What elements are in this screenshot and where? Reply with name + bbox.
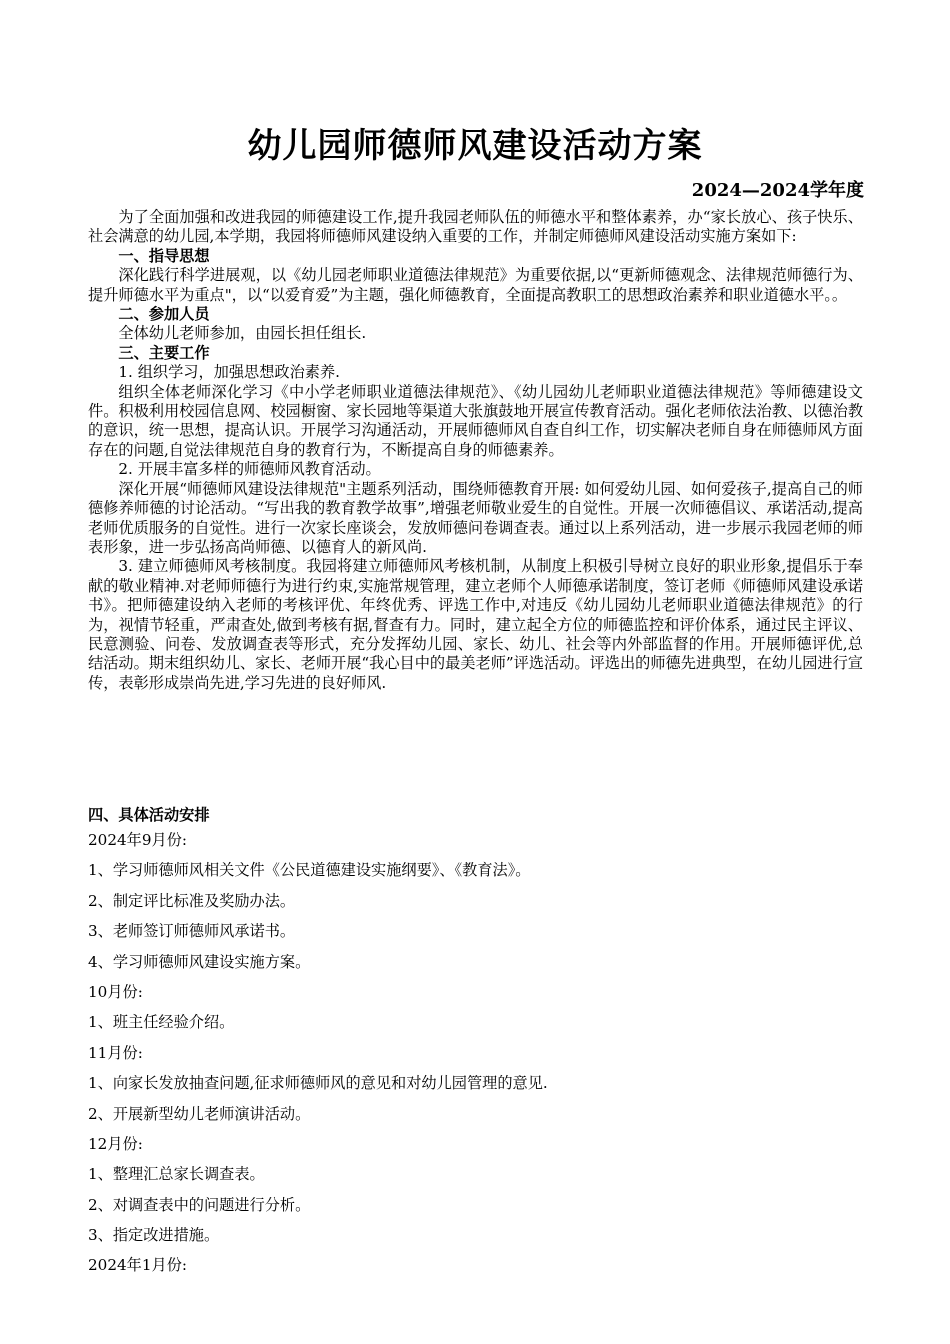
schedule-line: 4、学习师德师风建设实施方案。 [88,952,311,971]
intro-paragraph: 为了全面加强和改进我园的师德建设工作,提升我园老师队伍的师德水平和整体素养，办“家长放心、孩子快乐、社会满意的幼儿园,本学期，我园将师德师风建设纳入重要的工作，并制定师德师风建设活动实施方案如下: [88,208,863,246]
schedule-line: 2、开展新型幼儿老师演讲活动。 [88,1104,311,1123]
schedule-line: 1、整理汇总家长调查表。 [88,1165,265,1184]
schedule-line: 1、班主任经验介绍。 [88,1013,235,1032]
schedule-line: 1、学习师德师风相关文件《公民道德建设实施纲要》、《教育法》。 [88,861,531,880]
academic-year: 2024—2024学年度 [691,180,864,201]
document-title: 幼儿园师德师风建设活动方案 [247,126,703,166]
schedule-line: 2024年9月份: [88,831,187,849]
section2-heading: 二、参加人员 [118,305,210,324]
section2-paragraph: 全体幼儿老师参加，由园长担任组长. [118,324,367,343]
schedule-line: 2、对调查表中的问题进行分析。 [88,1195,311,1214]
schedule-line: 2、制定评比标准及奖励办法。 [88,891,296,910]
schedule-line: 3、指定改进措施。 [88,1226,220,1245]
schedule-line: 3、老师签订师德师风承诺书。 [88,922,296,941]
item1-paragraph: 组织全体老师深化学习《中小学老师职业道德法律规范》、《幼儿园幼儿老师职业道德法律规范》等师德建设文件。积极利用校园信息网、校园橱窗、家长园地等渠道大张旗鼓地开展宣传教育活动。强化老师依法治教、以德治教的意识，统一思想，提高认识。开展学习沟通活动，开展师德师风自查自纠工作，切实解决老师自身在师德师风方面存在的问题,自觉法律规范自身的教育行为，不断提高自身的师德素养。 [88,382,863,459]
item2-title: 2. 开展丰富多样的师德师风教育活动。 [118,460,381,479]
item1-title: 1. 组织学习，加强思想政治素养. [118,363,340,382]
section1-heading: 一、指导思想 [118,246,210,265]
item3-paragraph: 3. 建立师德师风考核制度。我园将建立师德师风考核机制，从制度上积极引导树立良好的职业形象,提倡乐于奉献的敬业精神.对老师师德行为进行约束,实施常规管理，建立老师个人师德承诺制度，签订老师《师德师风建设承诺书》。把师德建设纳入老师的考核评优、年终优秀、评选工作中,对违反《幼儿园幼儿老师职业道德法律规范》的行为，视情节轻重，严肃查处,做到考核有据,督查有力。同时，建立起全方位的师德监控和评价体系，通过民主评议、民意测验、问卷、发放调查表等形式，充分发挥幼儿园、家长、幼儿、社会等内外部监督的作用。开展师德评优,总结活动。期末组织幼儿、家长、老师开展“我心目中的最美老师”评选活动。评选出的师德先进典型，在幼儿园进行宣传，表彰形成崇尚先进,学习先进的良好师风. [88,557,863,692]
schedule-line: 11月份: [88,1043,143,1062]
section1-paragraph: 深化践行科学进展观，以《幼儿园老师职业道德法律规范》为重要依据,以“更新师德观念、法律规范师德行为、提升师德水平为重点"，以“以爱育爱”为主题，强化师德教育，全面提高教职工的思想政治素养和职业道德水平。。 [88,266,863,304]
schedule-section [88,806,863,1287]
schedule-line: 12月份: [88,1134,143,1153]
item2-paragraph: 深化开展“师德师风建设法律规范"主题系列活动，围绕师德教育开展: 如何爱幼儿园、如何爱孩子,提高自己的师德修养师德的讨论活动。“写出我的教育教学故事”,增强老师敬业爱生的自觉性。开展一次师德倡议、承诺活动,提高老师优质服务的自觉性。进行一次家长座谈会，发放师德问卷调查表。通过以上系列活动，进一步展示我园老师的师表形象，进一步弘扬高尚师德、以德育人的新风尚. [88,479,863,556]
section3-heading: 三、主要工作 [118,343,210,362]
schedule-line: 10月份: [88,982,143,1001]
section4-heading: 四、具体活动安排 [88,806,210,824]
document-body [88,208,863,693]
schedule-line: 1、向家长发放抽查问题,征求师德师风的意见和对幼儿园管理的意见. [88,1074,548,1093]
schedule-line: 2024年1月份: [88,1256,187,1275]
